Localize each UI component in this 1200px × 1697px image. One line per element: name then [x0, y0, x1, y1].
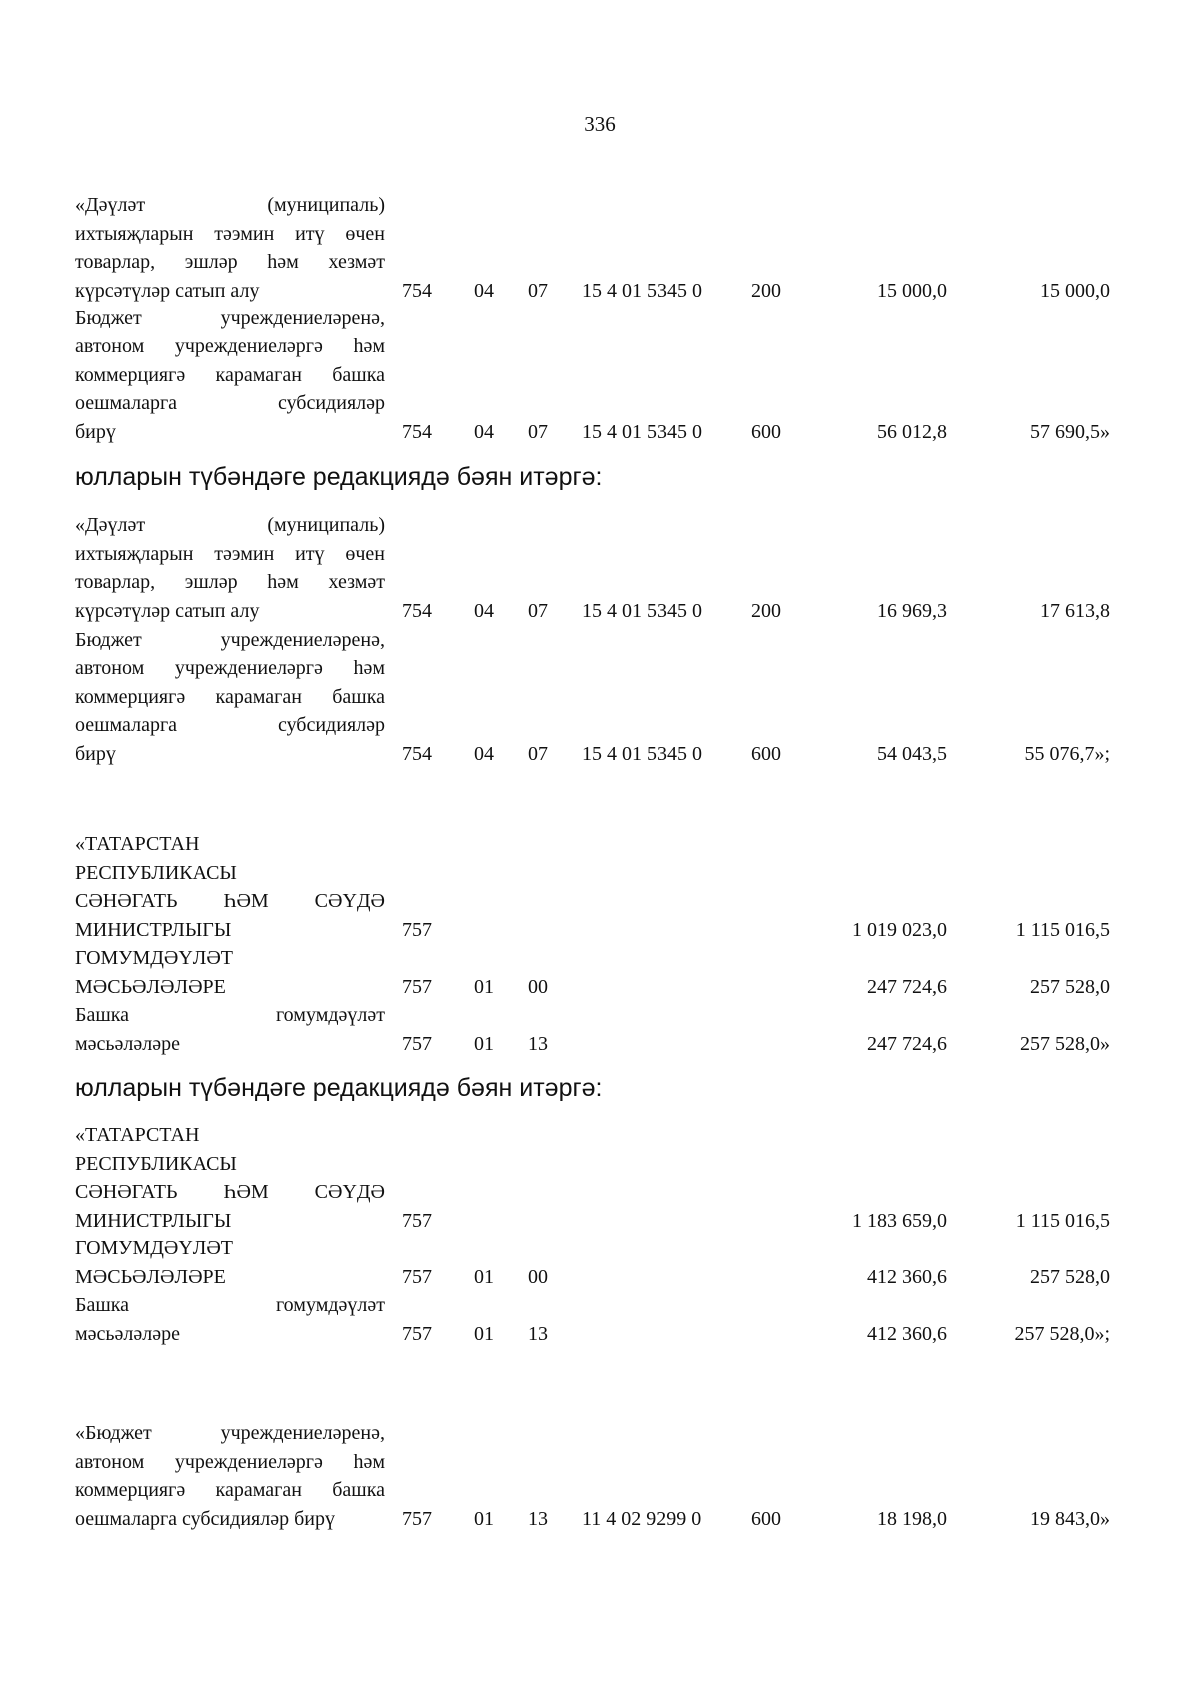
amount-year-1: 15 000,0 — [877, 279, 947, 302]
amount-year-2: 1 115 016,5 — [1015, 918, 1110, 941]
target-article-code: 11 4 02 9299 0 — [582, 1507, 702, 1530]
ministry-code: 754 — [402, 599, 432, 622]
subsection-code: 07 — [528, 420, 548, 443]
ministry-code: 754 — [402, 279, 432, 302]
target-article-code: 15 4 01 5345 0 — [582, 599, 702, 622]
amount-year-1: 56 012,8 — [877, 420, 947, 443]
expense-type-code: 600 — [751, 1507, 781, 1530]
target-article-code: 15 4 01 5345 0 — [582, 279, 702, 302]
instruction-text: юлларын түбәндәге редакциядә бәян итәргә: — [75, 1074, 603, 1102]
amount-year-1: 18 198,0 — [877, 1507, 947, 1530]
amount-year-1: 1 183 659,0 — [852, 1209, 947, 1232]
section-code: 01 — [474, 1265, 494, 1288]
ministry-code: 754 — [402, 742, 432, 765]
amount-year-2: 19 843,0» — [1030, 1507, 1110, 1530]
amount-year-2: 57 690,5» — [1030, 420, 1110, 443]
section-code: 04 — [474, 599, 494, 622]
row-description: «ТАТАРСТАН РЕСПУБЛИКАСЫ СӘНӘГАТЬ ҺӘМ СӘҮДӘ МИНИСТРЛЫГЫ — [75, 833, 385, 941]
section-code: 04 — [474, 279, 494, 302]
amount-year-2: 257 528,0» — [1020, 1032, 1110, 1055]
expense-type-code: 600 — [751, 420, 781, 443]
target-article-code: 15 4 01 5345 0 — [582, 420, 702, 443]
amount-year-1: 16 969,3 — [877, 599, 947, 622]
target-article-code: 15 4 01 5345 0 — [582, 742, 702, 765]
subsection-code: 13 — [528, 1322, 548, 1345]
expense-type-code: 600 — [751, 742, 781, 765]
row-description: ГОМУМДӘҮЛӘТ МӘСЬӘЛӘЛӘРЕ — [75, 1237, 233, 1288]
subsection-code: 07 — [528, 279, 548, 302]
subsection-code: 13 — [528, 1507, 548, 1530]
ministry-code: 754 — [402, 420, 432, 443]
ministry-code: 757 — [402, 1322, 432, 1345]
page-number: 336 — [584, 112, 616, 136]
section-code: 04 — [474, 742, 494, 765]
row-description: «ТАТАРСТАН РЕСПУБЛИКАСЫ СӘНӘГАТЬ ҺӘМ СӘҮДӘ МИНИСТРЛЫГЫ — [75, 1124, 385, 1232]
amount-year-2: 257 528,0 — [1030, 1265, 1110, 1288]
subsection-code: 13 — [528, 1032, 548, 1055]
amount-year-2: 55 076,7»; — [1024, 742, 1110, 765]
amount-year-1: 412 360,6 — [867, 1265, 947, 1288]
amount-year-1: 1 019 023,0 — [852, 918, 947, 941]
row-description: «Дәүләт (муниципаль) ихтыяҗларын тәэмин итү өчен товарлар, эшләр һәм хезмәт күрсәтүләр сатып алу — [75, 514, 385, 622]
row-description: ГОМУМДӘҮЛӘТ МӘСЬӘЛӘЛӘРЕ — [75, 947, 233, 998]
subsection-code: 07 — [528, 742, 548, 765]
row-description: Бюджет учреждениеләренә, автоном учреждениеләргә һәм коммерциягә карамаган башка оешмаларга субсидияләр бирү — [75, 306, 385, 443]
ministry-code: 757 — [402, 975, 432, 998]
amount-year-2: 17 613,8 — [1040, 599, 1110, 622]
ministry-code: 757 — [402, 1032, 432, 1055]
row-description: Башка гомумдәүләт мәсьәләләре — [75, 1004, 385, 1055]
row-description: Башка гомумдәүләт мәсьәләләре — [75, 1294, 385, 1345]
expense-type-code: 200 — [751, 279, 781, 302]
row-description: «Бюджет учреждениеләренә, автоном учреждениеләргә һәм коммерциягә карамаган башка оешмаларга субсидияләр бирү — [75, 1422, 385, 1530]
section-code: 01 — [474, 975, 494, 998]
row-description: «Дәүләт (муниципаль) ихтыяҗларын тәэмин итү өчен товарлар, эшләр һәм хезмәт күрсәтүләр сатып алу — [75, 194, 385, 302]
ministry-code: 757 — [402, 1507, 432, 1530]
section-code: 01 — [474, 1322, 494, 1345]
row-description: Бюджет учреждениеләренә, автоном учреждениеләргә һәм коммерциягә карамаган башка оешмаларга субсидияләр бирү — [75, 628, 385, 765]
instruction-text: юлларын түбәндәге редакциядә бәян итәргә: — [75, 463, 603, 491]
amount-year-2: 257 528,0»; — [1014, 1322, 1110, 1345]
ministry-code: 757 — [402, 1265, 432, 1288]
section-code: 04 — [474, 420, 494, 443]
subsection-code: 00 — [528, 975, 548, 998]
amount-year-2: 1 115 016,5 — [1015, 1209, 1110, 1232]
amount-year-1: 54 043,5 — [877, 742, 947, 765]
section-code: 01 — [474, 1032, 494, 1055]
ministry-code: 757 — [402, 918, 432, 941]
amount-year-2: 257 528,0 — [1030, 975, 1110, 998]
amount-year-1: 247 724,6 — [867, 975, 947, 998]
amount-year-1: 247 724,6 — [867, 1032, 947, 1055]
subsection-code: 00 — [528, 1265, 548, 1288]
subsection-code: 07 — [528, 599, 548, 622]
amount-year-1: 412 360,6 — [867, 1322, 947, 1345]
amount-year-2: 15 000,0 — [1040, 279, 1110, 302]
ministry-code: 757 — [402, 1209, 432, 1232]
section-code: 01 — [474, 1507, 494, 1530]
expense-type-code: 200 — [751, 599, 781, 622]
